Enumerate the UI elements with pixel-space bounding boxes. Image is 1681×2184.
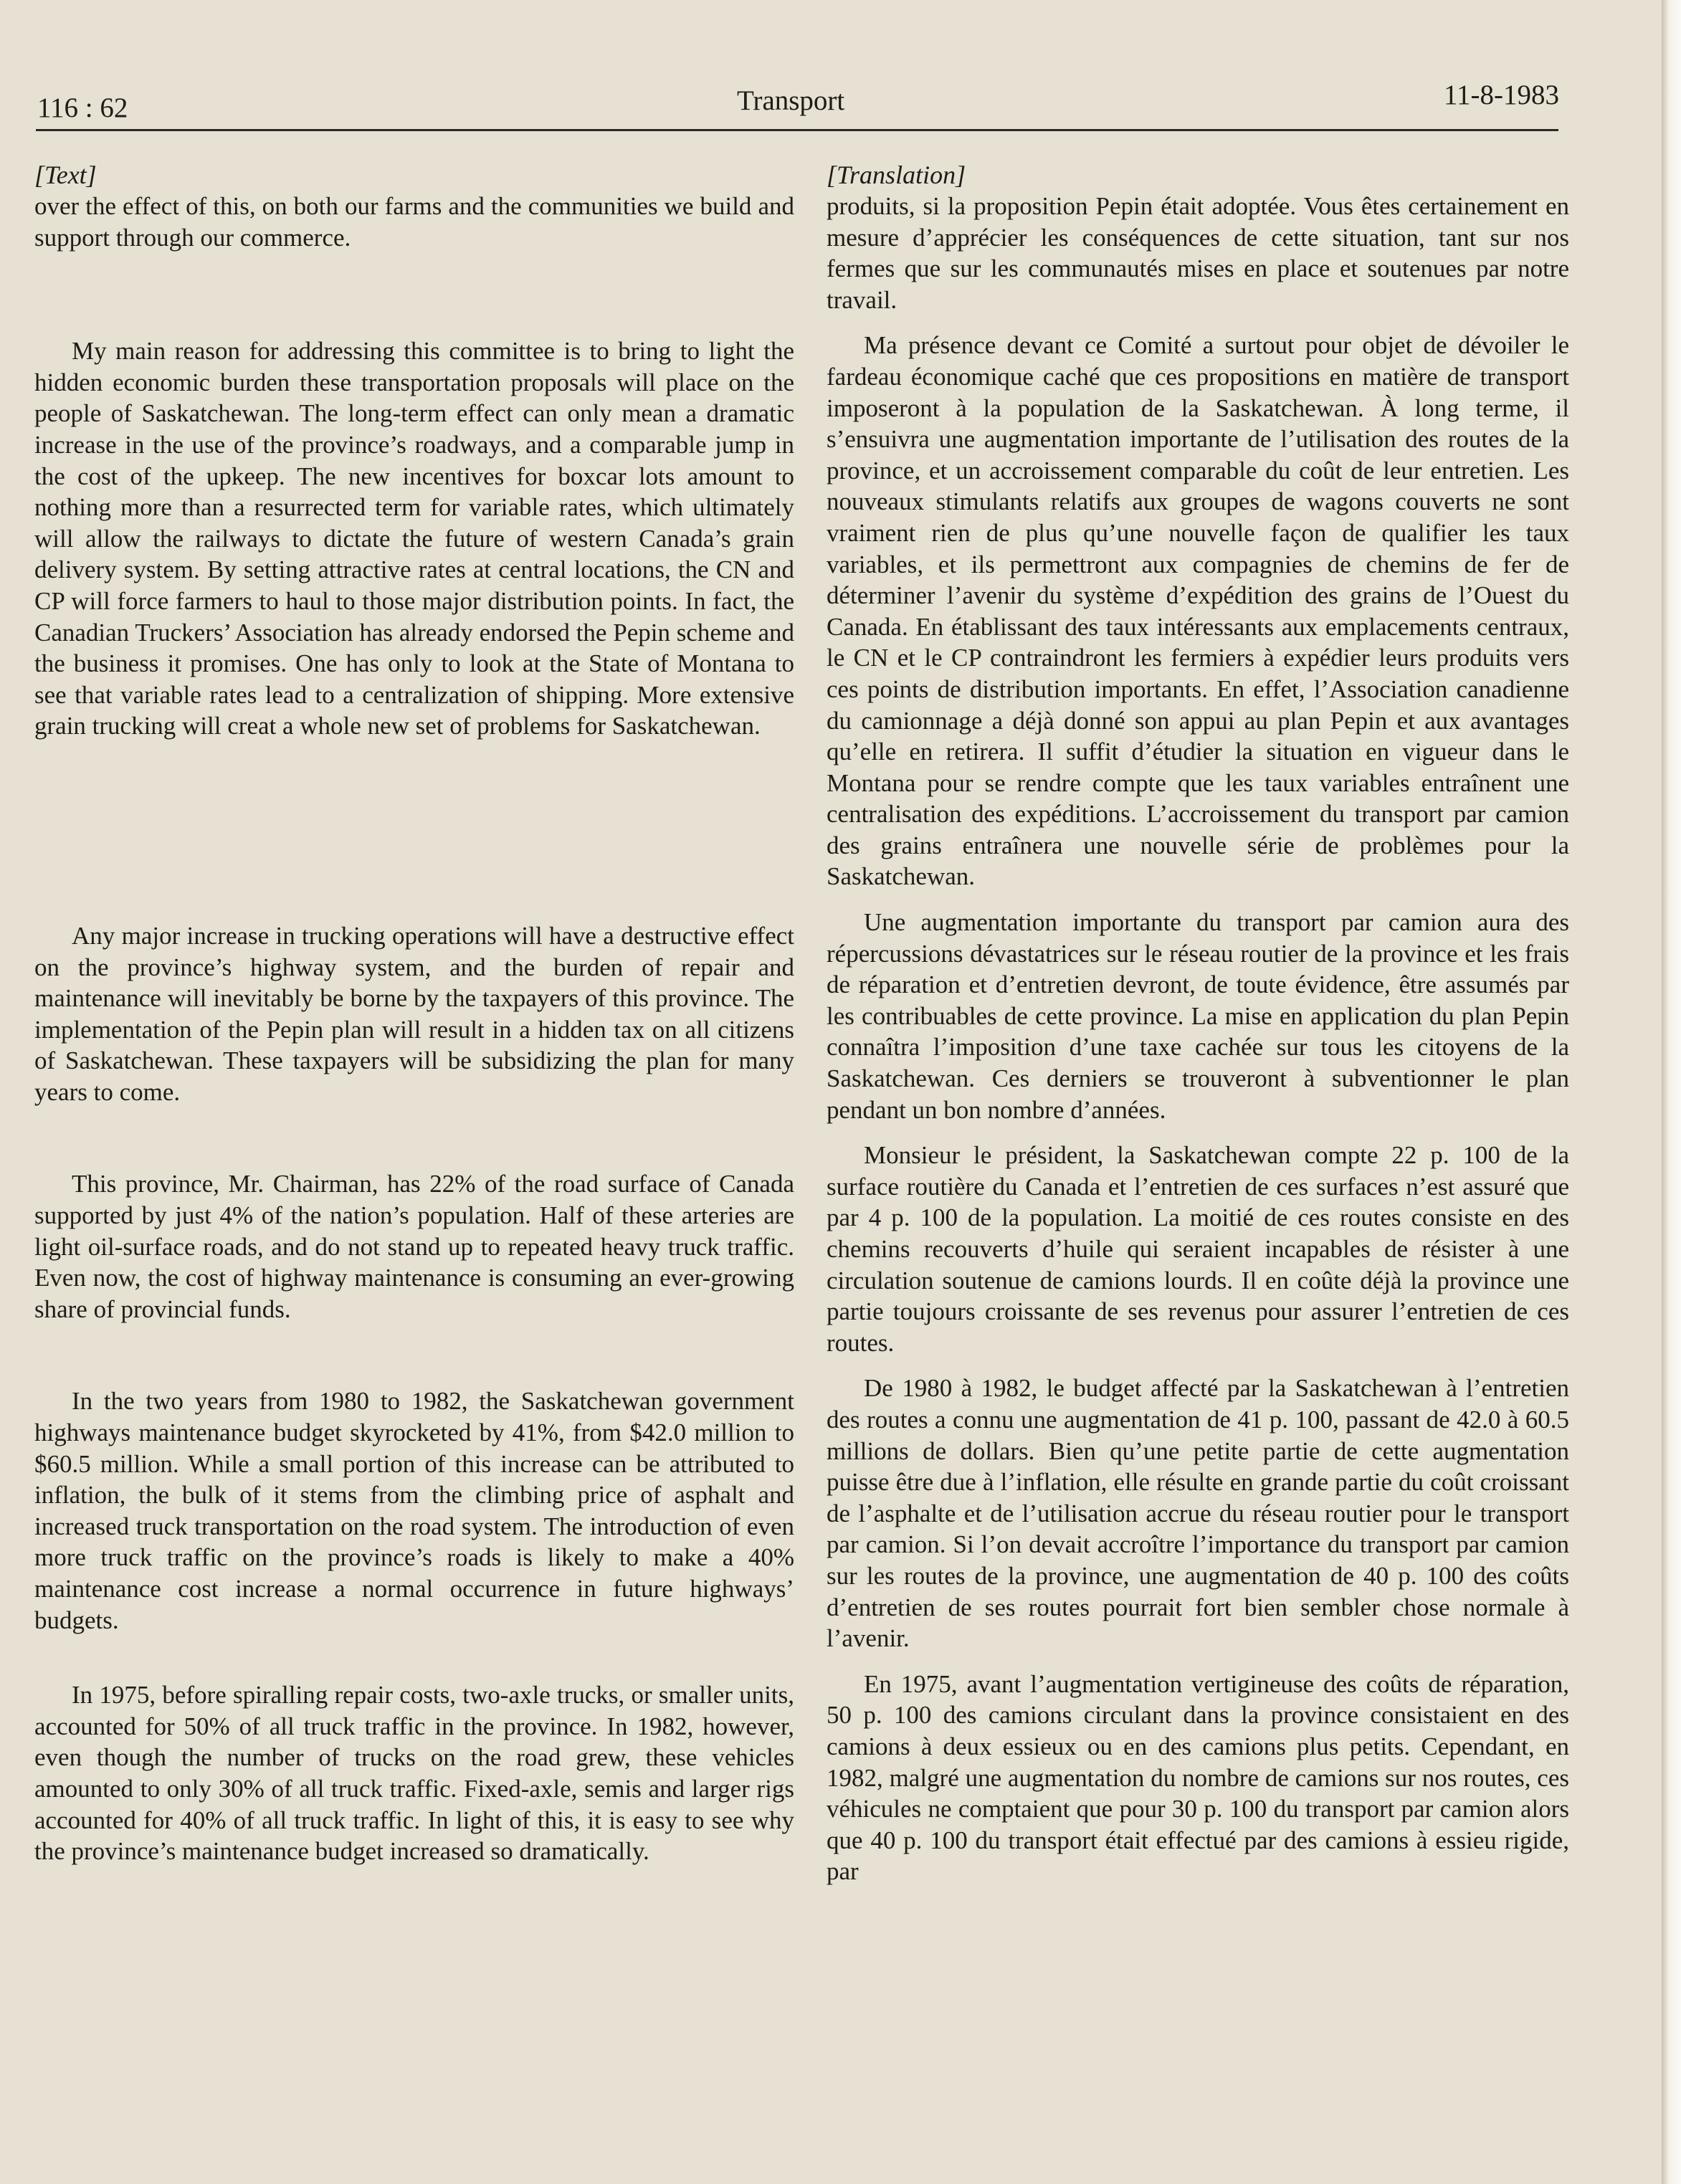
french-column — [827, 159, 1569, 1887]
section-title: Transport — [737, 85, 845, 116]
publication-date: 11-8-1983 — [1444, 80, 1560, 110]
paragraph: De 1980 à 1982, le budget affecté par la Saskatchewan à l’entretien des routes a connu une augmentation de 41 p. 100, passant de 42.0 à 60.5 millions de dollars. Bien qu’une petite partie de cette augmentation puisse être due à l’inflation, elle résulte en grande partie du coût croissant de l’asphalte et de l’utilisation accrue du réseau routier pour le transport par camion. Si l’on devait accroître l’importance du transport par camion sur les routes de la province, une augmentation de 40 p. 100 des coûts d’entretien de ses routes pourrait fort bien sembler chose normale à l’avenir. — [827, 1374, 1569, 1653]
paragraph: En 1975, avant l’augmentation vertigineuse des coûts de réparation, 50 p. 100 des camions circulant dans la province consistaient en des camions à deux essieux ou en des camions plus petits. Cependant, en 1982, malgré une augmentation du nombre de camions sur nos routes, ces véhicules ne comptaient que pour 30 p. 100 du transport par camion alors que 40 p. 100 du transport était effectué par des camions à essieu rigide, par — [827, 1669, 1569, 1886]
paragraph: over the effect of this, on both our farms and the communities we build and support through our commerce. — [34, 192, 794, 252]
paragraph: Any major increase in trucking operations will have a destructive effect on the province’s highway system, and the burden of repair and maintenance will inevitably be borne by the taxpayers of this province. The implementation of the Pepin plan will result in a hidden tax on all citizens of Saskatchewan. These taxpayers will be subsidizing the plan for many years to come. — [34, 921, 794, 1106]
translation-label: [Translation] — [827, 161, 966, 189]
header-rule — [36, 129, 1558, 131]
paragraph: In the two years from 1980 to 1982, the Saskatchewan government highways maintenance budget skyrocketed by 41%, from $42.0 million to $60.5 million. While a small portion of this increase can be attributed to inflation, the bulk of it stems from the climbing price of asphalt and increased truck transportation on the road system. The introduction of even more truck traffic on the province’s roads is likely to make a 40% maintenance cost increase a normal occurrence in future highways’ budgets. — [34, 1387, 794, 1634]
paragraph: This province, Mr. Chairman, has 22% of the road surface of Canada supported by just 4% of the nation’s population. Half of these arteries are light oil-surface roads, and do not stand up to repeated heavy truck traffic. Even now, the cost of highway maintenance is consuming an ever-growing share of provincial funds. — [34, 1170, 794, 1323]
paragraph: Ma présence devant ce Comité a surtout pour objet de dévoiler le fardeau économique caché que ces propositions en matière de transport imposeront à la population de la Saskatchewan. À long terme, il s’ensuivra une augmentation importante de l’utilisation des routes de la province, et un accroissement comparable du coût de leur entretien. Les nouveaux stimulants relatifs aux groupes de wagons couverts ne sont vraiment rien de plus qu’une nouvelle façon de qualifier les taux variables, et ils permettront aux compagnies de chemins de fer de déterminer l’avenir du système d’expédition des grains de l’Ouest du Canada. En établissant des taux intéressants aux emplacements centraux, le CN et le CP contraindront les fermiers à expédier leurs produits vers ces points de distribution importants. En effet, l’Association canadienne du camionnage a déjà donné son appui au plan Pepin et aux avantages qu’elle en retirera. Il suffit d’étudier la situation en vigueur dans le Montana pour se rendre compte que les taux variables entraînent une centralisation des expéditions. L’accroissement du transport par camion des grains entraînera une nouvelle série de problèmes pour la Saskatchewan. — [827, 331, 1569, 891]
text-label: [Text] — [34, 161, 97, 189]
paragraph: Une augmentation importante du transport par camion aura des répercussions dévastatrices sur le réseau routier de la province et les frais de réparation et d’entretien devront, de toute évidence, être assumés par les contribuables de cette province. La mise en application du plan Pepin connaîtra l’imposition d’une taxe cachée sur tous les citoyens de la Saskatchewan. Ces derniers se trouveront à subventionner le plan pendant un bon nombre d’années. — [827, 908, 1569, 1124]
english-column — [34, 159, 794, 1867]
page-edge — [1662, 0, 1681, 2184]
paragraph: Monsieur le président, la Saskatchewan compte 22 p. 100 de la surface routière du Canada et l’entretien de ces surfaces n’est assuré que par 4 p. 100 de la population. La moitié de ces routes consiste en des chemins recouverts d’huile qui seraient incapables de résister à une circulation soutenue de camions lourds. Il en coûte déjà la province une partie toujours croissante de ses revenus pour assurer l’entretien de ces routes. — [827, 1141, 1569, 1357]
paragraph: My main reason for addressing this committee is to bring to light the hidden economic burden these transportation proposals will place on the people of Saskatchewan. The long-term effect can only mean a dramatic increase in the use of the province’s roadways, and a comparable jump in the cost of the upkeep. The new incentives for boxcar lots amount to nothing more than a resurrected term for variable rates, which ultimately will allow the railways to dictate the future of western Canada’s grain delivery system. By setting attractive rates at central locations, the CN and CP will force farmers to haul to those major distribution points. In fact, the Canadian Truckers’ Association has already endorsed the Pepin scheme and the business it promises. One has only to look at the State of Montana to see that variable rates lead to a centralization of shipping. More extensive grain trucking will creat a whole new set of problems for Saskatchewan. — [34, 337, 794, 740]
paragraph: produits, si la proposition Pepin était adoptée. Vous êtes certainement en mesure d’apprécier les conséquences de cette situation, tant sur nos fermes que sur les communautés mises en place et soutenues par notre travail. — [827, 192, 1569, 314]
page-number: 116 : 62 — [37, 92, 128, 123]
paragraph: In 1975, before spiralling repair costs, two-axle trucks, or smaller units, accounted for 50% of all truck traffic in the province. In 1982, however, even though the number of trucks on the road grew, these vehicles amounted to only 30% of all truck traffic. Fixed-axle, semis and larger rigs accounted for 40% of all truck traffic. In light of this, it is easy to see why the province’s maintenance budget increased so dramatically. — [34, 1681, 794, 1866]
